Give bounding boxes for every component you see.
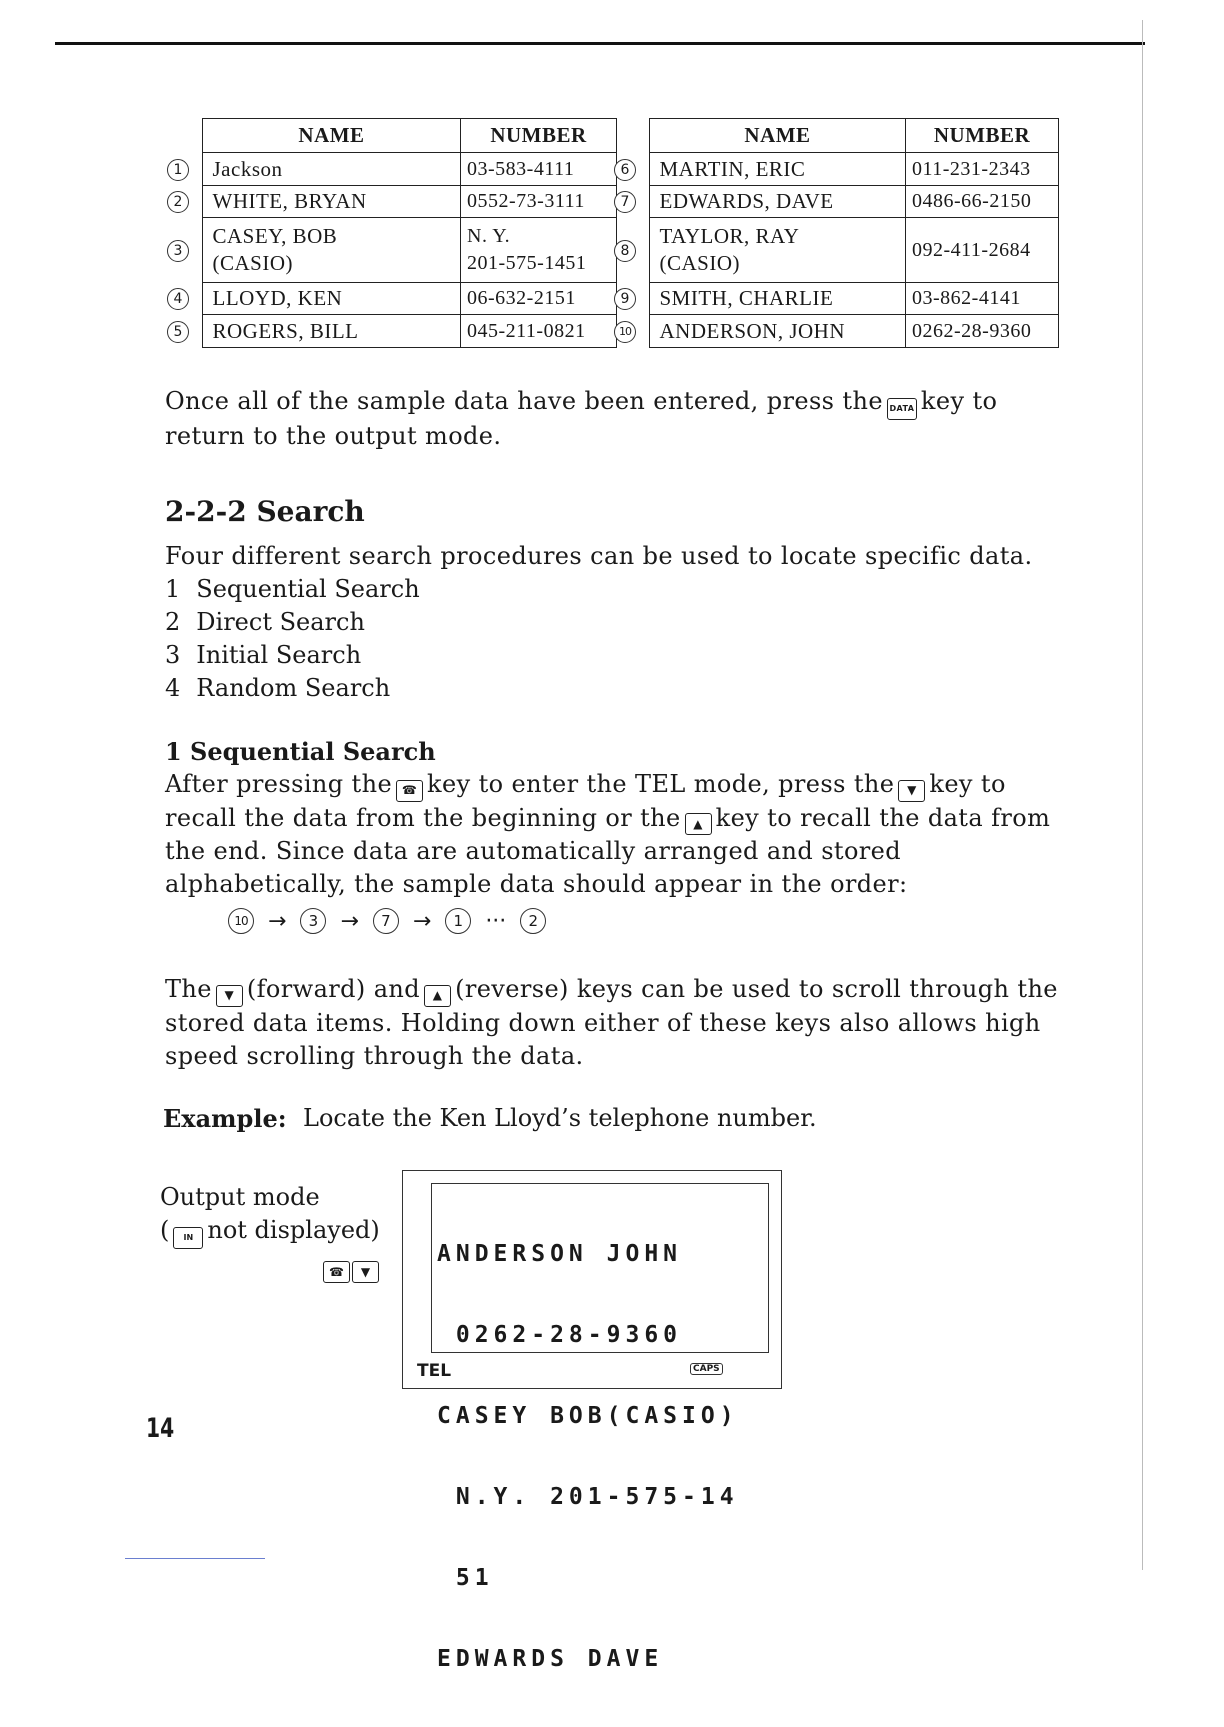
- name-line-1: TAYLOR, RAY: [659, 224, 800, 248]
- cell-name: EDWARDS, DAVE: [649, 185, 907, 219]
- ellipsis: ···: [485, 908, 507, 934]
- number-line-2: 201-575-1451: [467, 252, 587, 274]
- table-row: [620, 186, 1059, 219]
- lcd-line: CASEY BOB(CASIO): [437, 1403, 739, 1429]
- subsection-title: 1 Sequential Search: [165, 737, 436, 766]
- table-row: [173, 154, 617, 187]
- cell-name: MARTIN, ERIC: [649, 152, 907, 186]
- cell-number: 045-211-0821: [460, 314, 617, 348]
- table-row: [173, 219, 617, 284]
- text-run: key to enter the TEL mode, press the: [427, 770, 895, 798]
- tel-key-icon: ☎: [323, 1261, 350, 1283]
- number-line-1: N. Y.: [467, 225, 511, 247]
- header-number: NUMBER: [460, 118, 617, 154]
- up-key-icon: ▲: [685, 813, 712, 835]
- list-item: [165, 672, 420, 705]
- output-mode-label: [160, 1181, 380, 1249]
- sequence-marker: 1: [445, 908, 471, 934]
- lcd-display: [402, 1170, 782, 1672]
- list-item: [165, 639, 420, 672]
- caps-indicator: CAPS: [690, 1363, 723, 1375]
- text-run: The: [165, 975, 212, 1003]
- row-marker: 9: [614, 288, 636, 310]
- row-marker: 6: [614, 159, 636, 181]
- lcd-line: 51: [437, 1565, 494, 1591]
- sequential-paragraph: [165, 768, 1065, 901]
- arrow-icon: →: [340, 908, 359, 934]
- list-num: 4: [165, 674, 181, 702]
- in-indicator-icon: IN: [173, 1227, 203, 1249]
- cell-number: 03-862-4141: [905, 282, 1059, 316]
- text-run: key to recall the data from the beginning or the: [165, 770, 1006, 832]
- cell-name: [202, 217, 462, 283]
- sequence-marker: 10: [228, 908, 254, 934]
- down-key-icon: ▼: [352, 1261, 379, 1283]
- cell-name: LLOYD, KEN: [202, 282, 462, 316]
- table-row: [620, 219, 1059, 284]
- table-row: [173, 316, 617, 349]
- cell-number: 0262-28-9360: [905, 314, 1059, 348]
- row-marker: 4: [167, 288, 189, 310]
- cell-name: SMITH, CHARLIE: [649, 282, 907, 316]
- row-marker: 2: [167, 191, 189, 213]
- page-edge: [1142, 20, 1143, 1570]
- row-marker: 8: [614, 240, 636, 262]
- table-right: [619, 119, 1059, 348]
- header-number: NUMBER: [905, 118, 1059, 154]
- list-text: Random Search: [196, 674, 391, 702]
- table-header: [203, 119, 617, 154]
- key-sequence: [322, 1261, 380, 1283]
- section-intro: Four different search procedures can be used to locate specific data.: [165, 542, 1033, 570]
- cell-number: [460, 217, 617, 283]
- cell-number: 0552-73-3111: [460, 185, 617, 219]
- cell-name: WHITE, BRYAN: [202, 185, 462, 219]
- output-mode-line-1: Output mode: [160, 1183, 320, 1211]
- table-left: [173, 119, 617, 348]
- table-row: [173, 283, 617, 316]
- text-run: key to recall the data from the end. Since data are automatically arranged and stored alphabetically, the sample data should appear in the order:: [165, 803, 1051, 898]
- up-key-icon: ▲: [424, 985, 451, 1007]
- row-marker: 3: [167, 240, 189, 262]
- name-line-2: (CASIO): [659, 251, 740, 275]
- sequence-marker: 2: [520, 908, 546, 934]
- search-procedure-list: [165, 573, 420, 705]
- cell-number: 0486-66-2150: [905, 185, 1059, 219]
- table-header: [650, 119, 1059, 154]
- cell-name: ROGERS, BILL: [202, 314, 462, 348]
- list-num: 3: [165, 641, 181, 669]
- arrow-icon: →: [268, 908, 287, 934]
- row-marker: 10: [614, 321, 636, 343]
- cell-number: 011-231-2343: [905, 152, 1059, 186]
- sequence-marker: 7: [373, 908, 399, 934]
- top-rule: [55, 42, 1145, 45]
- table-row: [620, 283, 1059, 316]
- row-marker: 5: [167, 321, 189, 343]
- example-line: [163, 1104, 817, 1133]
- table-row: [620, 154, 1059, 187]
- text-run: not displayed): [207, 1216, 380, 1244]
- intro-paragraph: [165, 385, 1065, 453]
- example-text: Locate the Ken Lloyd’s telephone number.: [303, 1104, 817, 1132]
- lcd-mode-indicator: TEL: [417, 1361, 452, 1381]
- output-mode-line-2: [160, 1214, 380, 1249]
- cell-number: 092-411-2684: [905, 217, 1059, 283]
- section-title: 2-2-2 Search: [165, 495, 365, 528]
- header-name: NAME: [202, 118, 462, 154]
- row-marker: 1: [167, 159, 189, 181]
- cell-number: 06-632-2151: [460, 282, 617, 316]
- list-item: [165, 606, 420, 639]
- lcd-line: EDWARDS DAVE: [437, 1646, 664, 1672]
- down-key-icon: ▼: [216, 985, 243, 1007]
- intro-text-after: key to return to the output mode.: [165, 387, 998, 450]
- cell-name: [649, 217, 907, 283]
- page-number: 14: [146, 1413, 175, 1444]
- down-key-icon: ▼: [898, 780, 925, 802]
- list-text: Direct Search: [196, 608, 365, 636]
- tel-key-icon: ☎: [396, 780, 423, 802]
- example-label: Example:: [163, 1104, 287, 1133]
- row-marker: 7: [614, 191, 636, 213]
- data-key-icon: DATA: [887, 398, 917, 420]
- bottom-mark: [125, 1558, 265, 1559]
- cell-name: ANDERSON, JOHN: [649, 314, 907, 348]
- text-run: After pressing the: [165, 770, 393, 798]
- order-sequence: [228, 908, 546, 934]
- scroll-paragraph: [165, 973, 1065, 1073]
- header-name: NAME: [649, 118, 907, 154]
- paren: (: [160, 1216, 170, 1244]
- table-row: [173, 186, 617, 219]
- text-run: (forward) and: [246, 975, 421, 1003]
- list-num: 1: [165, 575, 181, 603]
- lcd-line: 0262-28-9360: [437, 1322, 683, 1348]
- name-line-2: (CASIO): [212, 251, 293, 275]
- list-text: Initial Search: [196, 641, 362, 669]
- text-run: (reverse) keys can be used to scroll through the stored data items. Holding down either of these keys also allows high speed scrolling through the data.: [165, 975, 1058, 1070]
- lcd-line: ANDERSON JOHN: [437, 1241, 683, 1267]
- list-item: [165, 573, 420, 606]
- arrow-icon: →: [412, 908, 432, 934]
- cell-name: Jackson: [202, 152, 462, 186]
- table-row: [619, 316, 1059, 349]
- cell-number: 03-583-4111: [460, 152, 617, 186]
- list-text: Sequential Search: [196, 575, 420, 603]
- sequence-marker: 3: [300, 908, 326, 934]
- lcd-line: N.Y. 201-575-14: [437, 1484, 739, 1510]
- list-num: 2: [165, 608, 181, 636]
- name-line-1: CASEY, BOB: [212, 224, 338, 248]
- intro-text-before: Once all of the sample data have been entered, press the: [165, 387, 883, 415]
